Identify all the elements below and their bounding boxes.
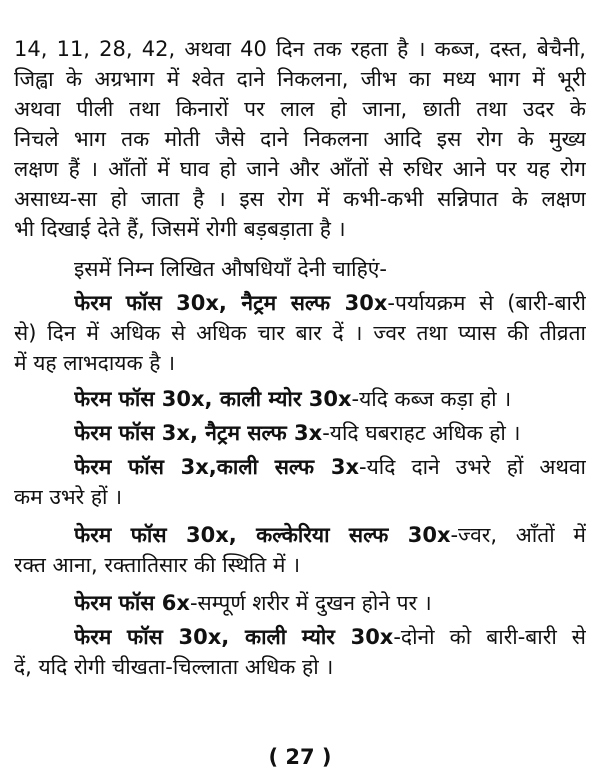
text-line: से) दिन में अधिक से अधिक चार बार दें । ज्वर तथा प्यास की तीव्रता bbox=[14, 321, 586, 345]
text-line: लक्षण हैं । आँतों में घाव हो जाने और आँतों से रुधिर आने पर यह रोग bbox=[14, 157, 586, 181]
text-line: निचले भाग तक मोती जैसे दाने निकलना आदि इस रोग के मुख्य bbox=[14, 127, 586, 151]
remedy-text: -दोनो को बारी-बारी से bbox=[393, 625, 586, 649]
text-line: असाध्य-सा हो जाता है । इस रोग में कभी-कभी सन्निपात के लक्षण bbox=[14, 187, 586, 211]
remedy-text: -पर्यायक्रम से (बारी-बारी bbox=[387, 291, 586, 315]
remedy-name: फेरम फॉस 30x, काली म्योर 30x bbox=[74, 387, 352, 411]
remedy-line bbox=[74, 588, 586, 618]
remedy-name: फेरम फॉस 30x, कल्केरिया सल्फ 30x bbox=[74, 523, 451, 547]
text-line: जिह्वा के अग्रभाग में श्वेत दाने निकलना, जीभ का मध्य भाग में भूरी bbox=[14, 67, 586, 91]
text-line: इसमें निम्न लिखित औषधियाँ देनी चाहिएं- bbox=[74, 257, 387, 281]
remedy-name: फेरम फॉस 6x bbox=[74, 591, 190, 615]
remedy-text: -यदि कब्ज कड़ा हो । bbox=[351, 387, 512, 411]
text-line: दें, यदि रोगी चीखता-चिल्लाता अधिक हो । bbox=[14, 655, 334, 679]
text-line: भी दिखाई देते हैं, जिसमें रोगी बड़बड़ाता है । bbox=[14, 217, 346, 241]
remedy-line bbox=[74, 520, 586, 550]
remedy-text: -ज्वर, आँतों में bbox=[450, 523, 586, 547]
remedy-text: -यदि दाने उभरे हों अथवा bbox=[359, 455, 586, 479]
remedy-name: फेरम फॉस 30x, काली म्योर 30x bbox=[74, 625, 394, 649]
remedy-line bbox=[74, 418, 586, 448]
remedy-name: फेरम फॉस 3x,काली सल्फ 3x bbox=[74, 455, 360, 479]
remedy-line bbox=[74, 622, 586, 652]
remedy-text: -यदि घबराहट अधिक हो । bbox=[322, 421, 521, 445]
page-number: ( 27 ) bbox=[268, 745, 332, 769]
remedy-text: -सम्पूर्ण शरीर में दुखन होने पर । bbox=[189, 591, 432, 615]
text-line: में यह लाभदायक है । bbox=[14, 351, 176, 375]
remedy-name: फेरम फॉस 30x, नैट्रम सल्फ 30x bbox=[74, 291, 388, 315]
remedy-line bbox=[74, 384, 586, 414]
text-line: रक्त आना, रक्तातिसार की स्थिति में । bbox=[14, 553, 301, 577]
remedy-line bbox=[74, 452, 586, 482]
remedy-line bbox=[74, 288, 586, 318]
text-line: अथवा पीली तथा किनारों पर लाल हो जाना, छाती तथा उदर के bbox=[14, 97, 586, 121]
text-line: कम उभरे हों । bbox=[14, 485, 123, 509]
text-line: 14, 11, 28, 42, अथवा 40 दिन तक रहता है । कब्ज, दस्त, बेचैनी, bbox=[14, 37, 586, 61]
remedy-name: फेरम फॉस 3x, नैट्रम सल्फ 3x bbox=[74, 421, 323, 445]
